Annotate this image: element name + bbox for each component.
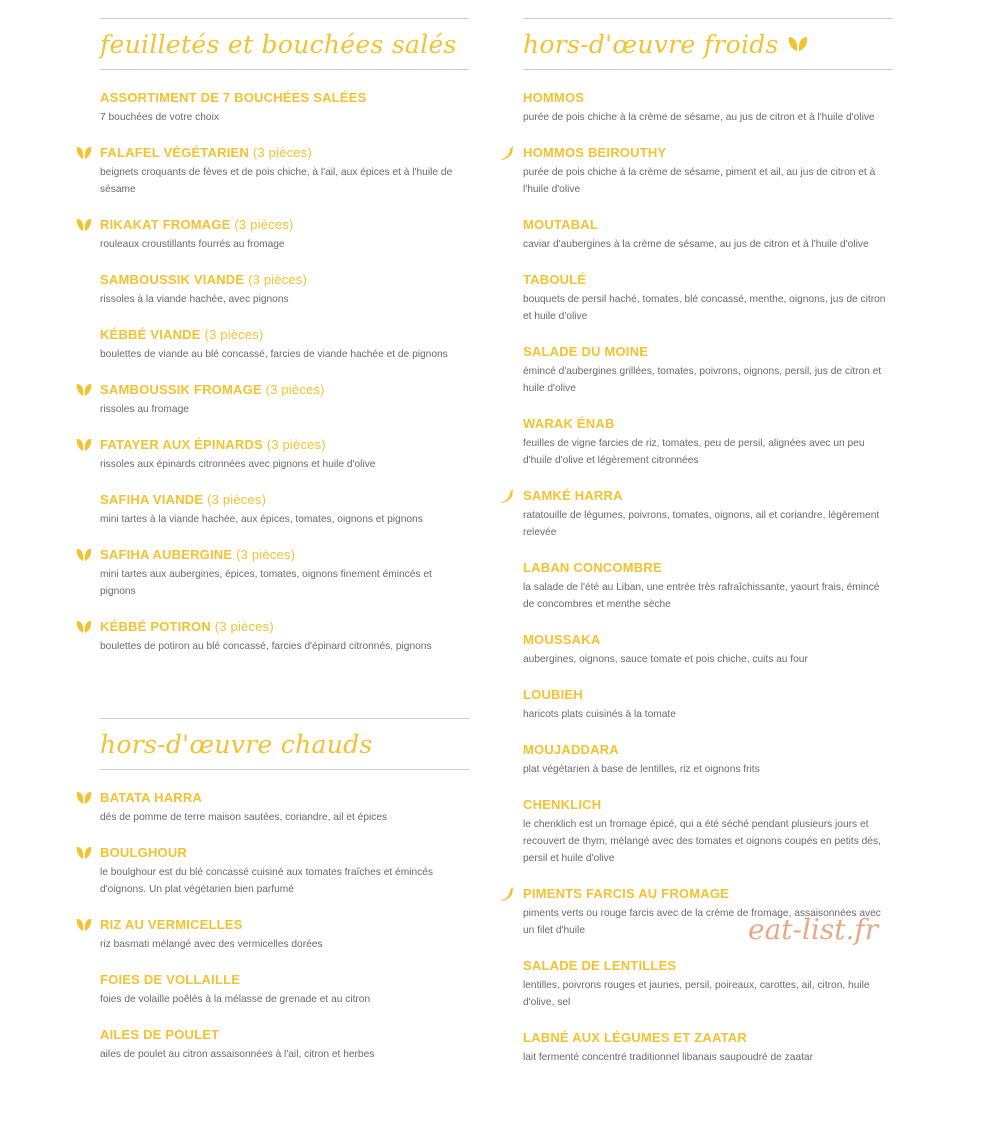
menu-item-name: [100, 437, 469, 453]
section-title-text: hors-d'œuvre froids: [523, 29, 779, 59]
leaf-icon: [76, 918, 92, 932]
leaf-icon: [76, 383, 92, 397]
watermark: eat-list.fr: [748, 913, 879, 946]
menu-item: [100, 327, 469, 363]
menu-item: [100, 547, 469, 600]
menu-item-name: [100, 917, 469, 933]
section-title: [100, 719, 469, 769]
menu-item-quantity: (3 pièces): [236, 547, 296, 562]
menu-item: [100, 90, 469, 126]
menu-item-description: dés de pomme de terre maison sautées, coriandre, ail et épices: [100, 812, 388, 823]
menu-item-description: plat végétarien à base de lentilles, riz et oignons frits: [523, 764, 760, 775]
menu-item-quantity: (3 pièces): [248, 272, 308, 287]
menu-item: [523, 958, 893, 1011]
menu-item-title: ASSORTIMENT DE 7 BOUCHÉES SALÉES: [100, 90, 367, 105]
menu-item-description: rouleaux croustillants fourrés au fromage: [100, 239, 285, 250]
menu-item: [100, 492, 469, 528]
menu-item-name: [523, 687, 893, 703]
menu-item-name: [523, 1030, 893, 1046]
chili-icon: [499, 489, 515, 503]
left-column: [100, 0, 469, 1060]
menu-item-name: [523, 145, 893, 161]
menu-item-name: [100, 145, 469, 161]
menu-item: [523, 272, 893, 325]
menu-item-name: [100, 327, 469, 343]
menu-item-title: HOMMOS BEIROUTHY: [523, 145, 667, 160]
menu-item: [100, 619, 469, 655]
menu-item: [100, 217, 469, 253]
menu-item-description: rissoles à la viande hachée, avec pignons: [100, 294, 289, 305]
leaf-icon: [76, 548, 92, 562]
menu-item: [100, 145, 469, 198]
menu-item-name: [100, 217, 469, 233]
section-hors-doeuvre-chauds: [100, 718, 469, 1082]
menu-item-description: rissoles aux épinards citronnées avec pignons et huile d'olive: [100, 459, 376, 470]
menu-item: [100, 972, 469, 1008]
menu-item-title: PIMENTS FARCIS AU FROMAGE: [523, 886, 730, 901]
menu-item: [523, 797, 893, 867]
menu-item-description: purée de pois chiche à la crème de sésame, piment et ail, au jus de citron et à l'huile d'olive: [523, 167, 876, 195]
section-hors-doeuvre-froids: [523, 18, 893, 1066]
menu-item-description: boulettes de potiron au blé concassé, farcies d'épinard citronnés, pignons: [100, 641, 432, 652]
chili-icon: [499, 146, 515, 160]
menu-item-name: [523, 217, 893, 233]
menu-item-name: [523, 560, 893, 576]
menu-item-title: KÉBBÉ VIANDE: [100, 327, 201, 342]
menu-item-title: MOUSSAKA: [523, 632, 601, 647]
menu-item-title: FATAYER AUX ÉPINARDS: [100, 437, 263, 452]
menu-item-quantity: (3 pièces): [234, 217, 294, 232]
menu-item-description: émincé d'aubergines grillées, tomates, poivrons, oignons, persil, jus de citron et huile d'olive: [523, 366, 882, 394]
leaf-icon: [76, 438, 92, 452]
menu-item-list: [100, 770, 469, 1063]
menu-item: [523, 1030, 893, 1066]
menu-item-quantity: (3 pièces): [207, 492, 267, 507]
leaf-icon: [76, 218, 92, 232]
menu-item-name: [100, 619, 469, 635]
menu-item: [523, 217, 893, 253]
menu-item-name: [100, 547, 469, 563]
menu-item: [100, 382, 469, 418]
menu-item: [523, 742, 893, 778]
menu-item-description: bouquets de persil haché, tomates, blé concassé, menthe, oignons, jus de citron et huile d'olive: [523, 294, 886, 322]
leaf-icon: [76, 620, 92, 634]
section-title: [100, 19, 469, 69]
menu-item-description: boulettes de viande au blé concassé, farcies de viande hachée et de pignons: [100, 349, 448, 360]
menu-item: [100, 437, 469, 473]
menu-item-description: mini tartes à la viande hachée, aux épices, tomates, oignons et pignons: [100, 514, 423, 525]
leaf-icon: [787, 30, 809, 59]
right-column: [523, 0, 893, 1067]
menu-item-title: LABNÉ AUX LÉGUMES ET ZAATAR: [523, 1030, 747, 1045]
menu-item-name: [100, 90, 469, 106]
menu-item-name: [523, 272, 893, 288]
menu-item: [100, 272, 469, 308]
menu-item-title: TABOULÉ: [523, 272, 587, 287]
menu-item-name: [100, 492, 469, 508]
menu-item-description: haricots plats cuisinés à la tomate: [523, 709, 676, 720]
menu-item-title: CHENKLICH: [523, 797, 602, 812]
menu-item-name: [100, 272, 469, 288]
menu-item-description: la salade de l'été au Liban, une entrée très rafraîchissante, yaourt frais, émincé de concombres et menthe sèche: [523, 582, 880, 610]
menu-item-quantity: (3 pièces): [266, 437, 326, 452]
menu-item-list: [100, 70, 469, 655]
menu-item-description: rissoles au fromage: [100, 404, 189, 415]
menu-item-title: FALAFEL VÉGÉTARIEN: [100, 145, 250, 160]
menu-item: [100, 917, 469, 953]
menu-item-name: [523, 797, 893, 813]
section-title-text: feuilletés et bouchées salés: [100, 29, 457, 59]
menu-item: [100, 790, 469, 826]
menu-item-description: mini tartes aux aubergines, épices, tomates, oignons finement émincés et pignons: [100, 569, 432, 597]
menu-item: [523, 632, 893, 668]
section-feuilletes: [100, 18, 469, 655]
menu-item-title: MOUJADDARA: [523, 742, 619, 757]
menu-item-description: beignets croquants de fèves et de pois chiche, à l'ail, aux épices et à l'huile de sésame: [100, 167, 453, 195]
menu-item-name: [523, 632, 893, 648]
menu-item-description: piments verts ou rouge farcis avec de la crème de fromage, assaisonnées avec un filet d'huile: [523, 908, 881, 936]
menu-item-title: SALADE DU MOINE: [523, 344, 649, 359]
menu-item-description: ratatouille de légumes, poivrons, tomates, oignons, ail et coriandre, légèrement relevée: [523, 510, 880, 538]
menu-item-description: le chenklich est un fromage épicé, qui a été séché pendant plusieurs jours et recouvert de thym, mélangé avec des tomates et oignons coupés en petits dés, persil et huile d'olive: [523, 819, 881, 864]
menu-item-quantity: (3 pièces): [265, 382, 325, 397]
menu-item-name: [523, 488, 893, 504]
leaf-icon: [76, 791, 92, 805]
menu-item-name: [100, 382, 469, 398]
section-title: [523, 19, 893, 69]
menu-item-name: [523, 886, 893, 902]
menu-item-description: lait fermenté concentré traditionnel libanais saupoudré de zaatar: [523, 1052, 813, 1063]
leaf-icon: [76, 146, 92, 160]
menu-item: [523, 145, 893, 198]
menu-item-title: LABAN CONCOMBRE: [523, 560, 662, 575]
menu-item-title: SALADE DE LENTILLES: [523, 958, 677, 973]
menu-item-description: le boulghour est du blé concassé cuisiné aux tomates fraîches et émincés d'oignons. Un plat végétarien bien parfumé: [100, 867, 433, 895]
menu-item-title: RIZ AU VERMICELLES: [100, 917, 243, 932]
menu-item: [523, 488, 893, 541]
menu-item-quantity: (3 pièces): [214, 619, 274, 634]
menu-item-title: SAMBOUSSIK VIANDE: [100, 272, 245, 287]
menu-item-title: LOUBIEH: [523, 687, 583, 702]
menu-item-name: [100, 1027, 469, 1043]
menu-item-description: lentilles, poivrons rouges et jaunes, persil, poireaux, carottes, ail, citron, huile d'olive, sel: [523, 980, 870, 1008]
menu-item-title: WARAK ÉNAB: [523, 416, 615, 431]
menu-item-name: [523, 742, 893, 758]
menu-item-title: SAFIHA AUBERGINE: [100, 547, 233, 562]
menu-item-quantity: (3 pièces): [252, 145, 312, 160]
menu-item-title: SAMBOUSSIK FROMAGE: [100, 382, 262, 397]
menu-item-title: SAMKÉ HARRA: [523, 488, 623, 503]
menu-item-name: [523, 958, 893, 974]
menu-item-name: [100, 845, 469, 861]
menu-item: [523, 344, 893, 397]
menu-item-title: BATATA HARRA: [100, 790, 203, 805]
menu-item-title: KÉBBÉ POTIRON: [100, 619, 211, 634]
menu-item-name: [523, 90, 893, 106]
leaf-icon: [76, 846, 92, 860]
menu-item-description: foies de volaille poêlés à la mélasse de grenade et au citron: [100, 994, 371, 1005]
menu-item-description: 7 bouchées de votre choix: [100, 112, 219, 123]
menu-item: [523, 90, 893, 126]
menu-item-title: BOULGHOUR: [100, 845, 188, 860]
section-title-text: hors-d'œuvre chauds: [100, 729, 373, 759]
menu-item: [523, 687, 893, 723]
menu-item-quantity: (3 pièces): [204, 327, 264, 342]
menu-item-description: ailes de poulet au citron assaisonnées à l'ail, citron et herbes: [100, 1049, 375, 1060]
menu-item-name: [523, 416, 893, 432]
menu-item-title: AILES DE POULET: [100, 1027, 220, 1042]
menu-item-name: [100, 972, 469, 988]
menu-item-description: aubergines, oignons, sauce tomate et pois chiche, cuits au four: [523, 654, 808, 665]
menu-item-title: HOMMOS: [523, 90, 585, 105]
menu-item-description: feuilles de vigne farcies de riz, tomates, peu de persil, alignées avec un peu d'huile d'olive et légèrement citronnées: [523, 438, 865, 466]
menu-item: [523, 416, 893, 469]
menu-item-title: SAFIHA VIANDE: [100, 492, 204, 507]
menu-item-description: purée de pois chiche à la crème de sésame, au jus de citron et à l'huile d'olive: [523, 112, 875, 123]
menu-item-name: [100, 790, 469, 806]
menu-item-description: caviar d'aubergines à la crème de sésame, au jus de citron et à l'huile d'olive: [523, 239, 869, 250]
menu-item-description: riz basmati mélangé avec des vermicelles dorées: [100, 939, 323, 950]
menu-item: [523, 560, 893, 613]
menu-item: [100, 845, 469, 898]
menu-item-name: [523, 344, 893, 360]
menu-item-title: RIKAKAT FROMAGE: [100, 217, 231, 232]
menu-item: [100, 1027, 469, 1063]
chili-icon: [499, 887, 515, 901]
menu-item-title: FOIES DE VOLLAILLE: [100, 972, 241, 987]
menu-item-title: MOUTABAL: [523, 217, 599, 232]
